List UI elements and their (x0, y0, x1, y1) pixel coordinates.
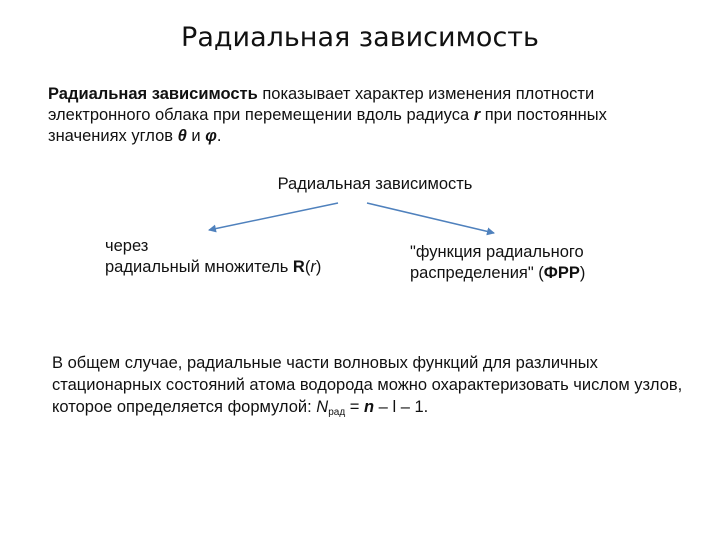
branch-right-abbr: ФРР (543, 264, 580, 282)
branch-right-prefix: распределения" ( (410, 264, 544, 282)
branch-left-paren-open: ( (304, 258, 311, 276)
intro-text-2: при постоянных значениях углов (48, 106, 607, 145)
slide-title: Радиальная зависимость (181, 22, 539, 53)
branch-right-line1: "функция радиального (410, 243, 584, 261)
intro-var-r: r (473, 106, 481, 124)
right-arrow (367, 203, 494, 233)
note-N: N (316, 398, 329, 416)
intro-theta: θ (177, 127, 187, 145)
branch-left-prefix: радиальный множитель (105, 258, 293, 276)
branch-left-line1: через (105, 237, 149, 255)
diagram-title: Радиальная зависимость (277, 175, 473, 193)
branch-left-arg: r (310, 258, 316, 276)
branch-right-line2 (410, 263, 585, 284)
note-text: В общем случае, радиальные части волновых функций для различных стационарных состояний атома водорода можно охарактеризовать числом узлов, которое определяется формулой: (52, 354, 683, 416)
intro-end: . (216, 127, 222, 145)
intro-term: Радиальная зависимость (48, 85, 258, 103)
intro-text-1: показывает характер изменения плотности электронного облака при перемещении вдоль радиуса (48, 85, 595, 124)
intro-and: и (186, 127, 206, 145)
note-paragraph (52, 352, 702, 424)
branch-left-func: R (292, 258, 305, 276)
branch-left-paren-close: ) (315, 258, 322, 276)
intro-phi: φ (205, 127, 217, 145)
branch-left (105, 236, 321, 278)
note-rest: – l – 1. (374, 398, 429, 416)
note-subscript: рад (328, 407, 346, 418)
left-arrow (209, 203, 338, 230)
note-eq: = (345, 398, 364, 416)
branch-left-line2 (105, 257, 321, 278)
note-n: n (364, 398, 375, 416)
branch-right-suffix: ) (579, 264, 586, 282)
branch-right (410, 242, 585, 284)
